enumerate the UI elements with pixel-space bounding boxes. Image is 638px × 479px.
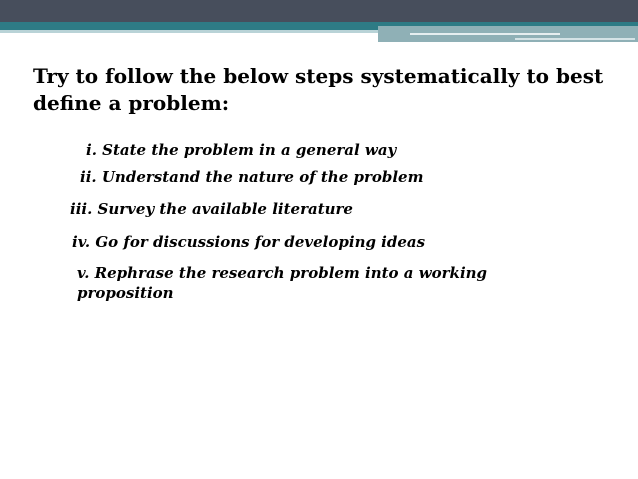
step-item-3: iii. Survey the available literature bbox=[70, 200, 353, 218]
slide-heading: Try to follow the below steps systematically to best define a problem: bbox=[33, 64, 604, 115]
header-band-accent-left bbox=[0, 30, 378, 33]
step-item-5: v. Rephrase the research problem into a working proposition bbox=[77, 264, 488, 302]
step-item-4: iv. Go for discussions for developing ideas bbox=[72, 233, 426, 251]
header-highlight-line-2 bbox=[515, 38, 635, 40]
header-highlight-line bbox=[410, 33, 560, 35]
step-item-2: ii. Understand the nature of the problem bbox=[80, 168, 424, 186]
step-item-1: i. State the problem in a general way bbox=[86, 141, 397, 159]
header-band-dark bbox=[0, 0, 638, 22]
